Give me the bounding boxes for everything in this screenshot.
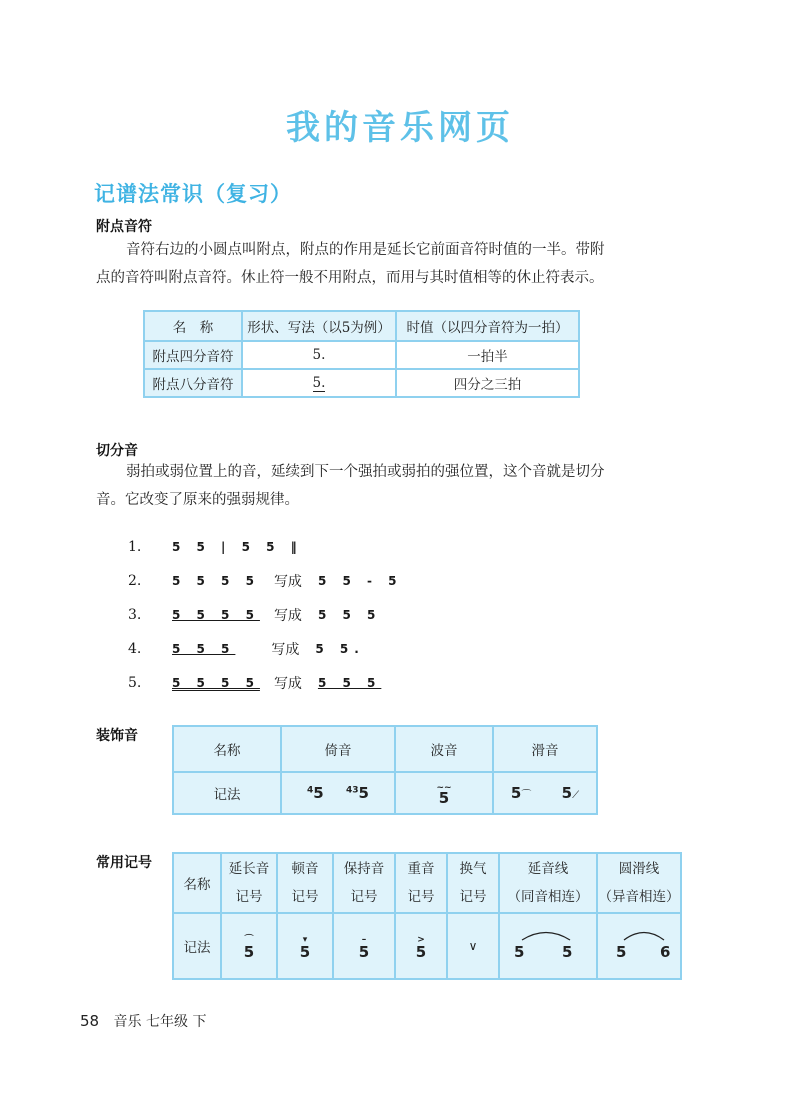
fermata-cell: ⌒ 5 <box>221 913 277 979</box>
table-header: 保持音 记号 <box>333 853 395 913</box>
example-result: 5 5 5 <box>317 676 382 690</box>
table-row <box>173 772 597 814</box>
page-number: 58 <box>80 1012 100 1030</box>
section-title: 记谱法常识（复习） <box>94 182 292 206</box>
table-cell-name: 附点八分音符 <box>144 369 242 397</box>
syncopation-para-line-1: 弱拍或弱位置上的音，延续到下一个强拍或弱拍的强位置，这个音就是切分 <box>126 464 605 480</box>
example-index: 3. <box>128 607 142 623</box>
page-title: 我的音乐网页 <box>286 108 514 148</box>
slur-cell: 5 6 <box>597 913 681 979</box>
table-header: 名称 <box>173 853 221 913</box>
tie-icon <box>520 929 572 941</box>
example-index: 2. <box>128 573 142 589</box>
tenuto-cell: – 5 <box>333 913 395 979</box>
table-row <box>144 369 579 397</box>
table-cell-name: 附点四分音符 <box>144 341 242 369</box>
dotted-note-heading: 附点音符 <box>96 219 152 235</box>
list-item <box>128 666 488 700</box>
example-notes: 5 5 5 5 <box>172 574 260 588</box>
example-result: 5 5. <box>315 642 365 656</box>
breath-cell <box>447 913 499 979</box>
ornament-heading: 装饰音 <box>96 728 138 744</box>
example-notes: 5 5 | 5 5 ‖ <box>172 540 303 554</box>
syncopation-heading: 切分音 <box>96 443 138 459</box>
mordent-cell: ~~ 5 <box>395 772 493 814</box>
page-footer <box>80 1011 206 1031</box>
syncopation-examples <box>128 530 488 700</box>
accent-cell: > 5 <box>395 913 447 979</box>
list-item <box>128 530 488 564</box>
dotted-note-table <box>143 310 580 398</box>
example-index: 5. <box>128 675 142 691</box>
table-header: 时值（以四分音符为一拍） <box>396 311 579 341</box>
example-notes: 5 5 5 5 <box>172 676 260 690</box>
accent-icon: > <box>417 934 425 945</box>
table-header: 倚音 <box>281 726 395 772</box>
example-notes: 5 5 5 <box>172 642 236 656</box>
example-index: 4. <box>128 641 142 657</box>
breath-mark-icon: ∨ <box>468 939 478 953</box>
table-header: 重音 记号 <box>395 853 447 913</box>
row-label: 记法 <box>173 772 281 814</box>
appoggiatura-cell: $^4$5 $^{43}$5 <box>281 772 395 814</box>
staccato-icon: ▾ <box>302 934 308 945</box>
table-header: 名 称 <box>144 311 242 341</box>
syncopation-paragraph <box>96 458 706 514</box>
staccato-cell: ▾ 5 <box>277 913 333 979</box>
symbols-table <box>172 852 682 980</box>
table-row <box>173 913 681 979</box>
list-item <box>128 564 488 598</box>
list-item <box>128 632 488 666</box>
syncopation-para-line-2: 音。它改变了原来的强弱规律。 <box>96 492 299 508</box>
write-as-label: 写成 <box>273 676 302 692</box>
dotted-para-line-2: 点的音符叫附点音符。休止符一般不用附点，而用与其时值相等的休止符表示。 <box>96 270 604 286</box>
table-header: 延音线 （同音相连） <box>499 853 597 913</box>
fermata-icon: ⌒ <box>244 934 254 945</box>
example-index: 1. <box>128 539 142 555</box>
table-header: 名称 <box>173 726 281 772</box>
dotted-note-paragraph <box>96 236 706 292</box>
ornament-table <box>172 725 598 815</box>
table-cell-value: 一拍半 <box>396 341 579 369</box>
table-header: 顿音 记号 <box>277 853 333 913</box>
example-result: 5 5 - 5 <box>317 574 403 588</box>
write-as-label: 写成 <box>271 642 300 658</box>
write-as-label: 写成 <box>273 608 302 624</box>
tenuto-icon: – <box>361 934 367 945</box>
example-notes: 5 5 5 5 <box>172 608 260 622</box>
slur-icon <box>622 929 666 941</box>
example-result: 5 5 5 <box>317 608 382 622</box>
table-row <box>144 341 579 369</box>
table-header: 滑音 <box>493 726 597 772</box>
table-header: 圆滑线 （异音相连） <box>597 853 681 913</box>
table-cell-shape: 5. <box>242 369 396 397</box>
list-item <box>128 598 488 632</box>
table-cell-shape: 5. <box>242 341 396 369</box>
table-header: 形状、写法（以5为例） <box>242 311 396 341</box>
row-label: 记法 <box>173 913 221 979</box>
table-header: 延长音 记号 <box>221 853 277 913</box>
table-header: 波音 <box>395 726 493 772</box>
book-title: 音乐 七年级 下 <box>113 1014 207 1030</box>
tie-cell: 5 5 <box>499 913 597 979</box>
table-cell-value: 四分之三拍 <box>396 369 579 397</box>
glide-cell: 5⌒ 5⟋ <box>493 772 597 814</box>
write-as-label: 写成 <box>273 574 302 590</box>
symbols-heading: 常用记号 <box>96 855 152 871</box>
dotted-para-line-1: 音符右边的小圆点叫附点，附点的作用是延长它前面音符时值的一半。带附 <box>126 242 605 258</box>
mordent-icon: ~~ <box>436 782 452 793</box>
table-header: 换气 记号 <box>447 853 499 913</box>
